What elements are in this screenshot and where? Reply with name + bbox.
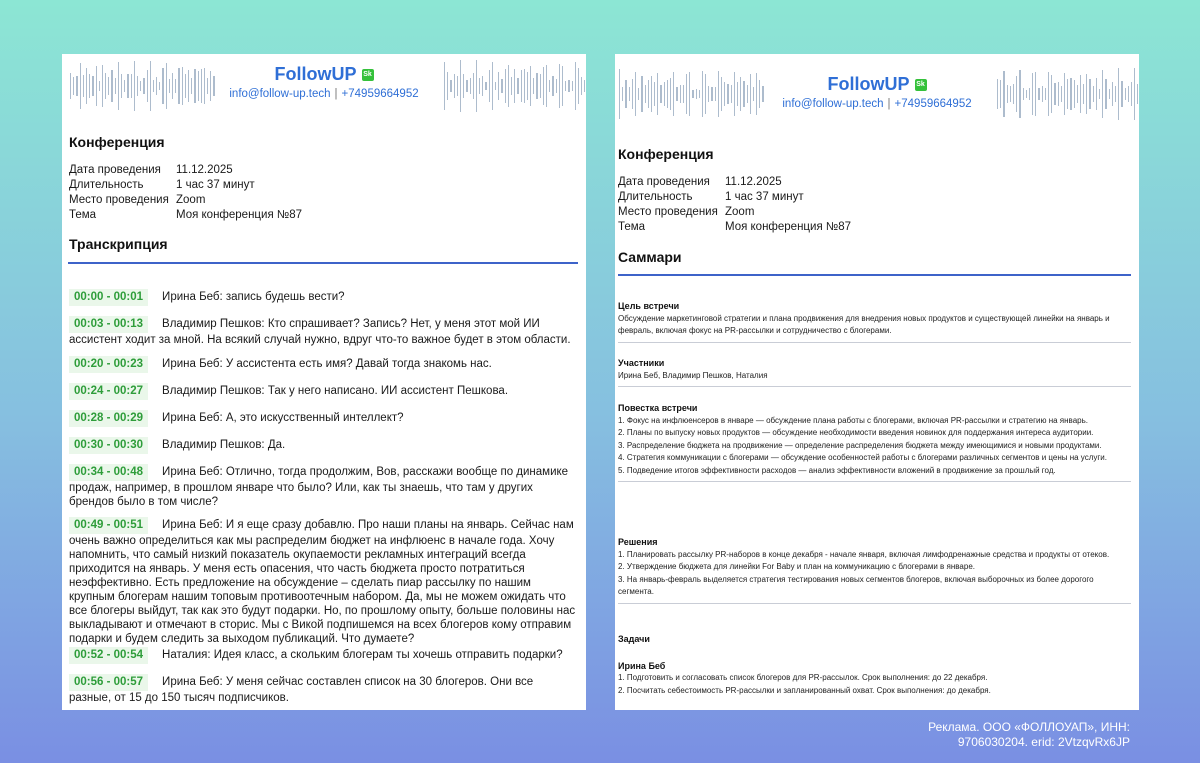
summary-title: Саммари (618, 249, 682, 265)
transcript-entry (69, 647, 578, 664)
timestamp-badge[interactable]: 00:52 - 00:54 (69, 647, 148, 664)
decisions-heading: Решения (618, 537, 658, 547)
meta-label: Длительность (618, 191, 693, 203)
contact-separator: | (887, 98, 891, 110)
utterance-text: Владимир Пешков: Так у него написано. ИИ ассистент Пешкова. (162, 385, 509, 397)
meta-value: Моя конференция №87 (725, 221, 851, 233)
transcript-entry (69, 410, 578, 427)
meta-value: Zoom (725, 206, 755, 218)
transcript-page (62, 54, 586, 710)
timestamp-badge[interactable]: 00:03 - 00:13 (69, 316, 148, 333)
transcript-entry (69, 383, 578, 400)
participants-text: Ирина Беб, Владимир Пешков, Наталия (618, 370, 768, 380)
timestamp-badge[interactable]: 00:28 - 00:29 (69, 410, 148, 427)
timestamp-badge[interactable]: 00:30 - 00:30 (69, 437, 148, 454)
skolkovo-badge-icon: Sk (362, 69, 374, 81)
utterance-text: Ирина Беб: И я еще сразу добавлю. Про наши планы на январь. Сейчас нам очень важно определиться как мы распределим бюджет на инфлюенс в начале года. Хочу напомнить, что самый низкий показатель окупаемости рекламных интеграций всегда приходится на январь. У меня есть опасения, что часть бюджета просто потратиться неэффективно. Есть предложение на обсуждение – сделать пиар рассылку по нашим крупным блогерам нашим топовым противоотечным набором. Да, мы не можем ожидать что все блогеры выйдут, так как это будут подарки. Но, по прошлому опыту, больше половины нас выкладывают и отмечают в сторис. Мы с Викой подпишемся на всех блогеров кому отправим подарки и будем следить за выходом публикаций. Что думаете? (69, 519, 576, 645)
utterance-text: Ирина Беб: У меня сейчас составлен список на 30 блогеров. Они все разные, от 15 до 150 тысяч подписчиков. (69, 676, 534, 704)
transcript-entry (69, 674, 578, 705)
tasks-section (618, 633, 1131, 697)
agenda-heading: Повестка встречи (618, 403, 698, 413)
transcript-title: Транскрипция (69, 236, 168, 252)
meta-label: Дата проведения (618, 176, 710, 188)
goal-heading: Цель встречи (618, 301, 680, 311)
ad-disclaimer (928, 720, 1130, 750)
decision-item: 3. На январь-февраль выделяется стратегия тестирования новых сегментов блогеров, включая выборочных из более дорогого сегмента. (618, 574, 1094, 596)
meta-label: Место проведения (69, 194, 169, 206)
transcript-entry (69, 289, 578, 306)
agenda-item: 2. Планы по выпуску новых продуктов — обсуждение необходимости введения новинок для поддержания интереса аудитории. (618, 428, 1094, 437)
task-item: 1. Подготовить и согласовать список блогеров для PR-рассылок. Срок выполнения: до 22 декабря. (618, 673, 988, 682)
timestamp-badge[interactable]: 00:49 - 00:51 (69, 517, 148, 534)
agenda-item: 1. Фокус на инфлюенсеров в январе — обсуждение плана работы с блогерами, включая PR-рассылки и стратегию на январь. (618, 415, 1088, 425)
utterance-text: Ирина Беб: запись будешь вести? (162, 291, 345, 303)
email-link[interactable]: info@follow-up.tech (782, 98, 884, 110)
timestamp-badge[interactable]: 00:56 - 00:57 (69, 674, 148, 691)
transcript-entry (69, 356, 578, 373)
skolkovo-badge-icon: Sk (915, 79, 927, 91)
section-divider (618, 342, 1131, 343)
meta-value: Моя конференция №87 (176, 209, 302, 221)
participants-heading: Участники (618, 358, 665, 368)
decisions-section (618, 536, 1131, 604)
utterance-text: Владимир Пешков: Да. (162, 439, 286, 451)
meta-label: Дата проведения (69, 164, 161, 176)
agenda-item: 5. Подведение итогов эффективности расходов — анализ эффективности вложений в продвижение за прошлый год. (618, 465, 1056, 475)
timestamp-badge[interactable]: 00:00 - 00:01 (69, 289, 148, 306)
transcript-entry (69, 316, 578, 347)
decision-item: 1. Планировать рассылку PR-наборов в конце декабря - начале января, включая лимфодренажные средства и продукты от отеков. (618, 549, 1110, 559)
section-title: Конференция (69, 134, 165, 150)
summary-body (618, 54, 1131, 710)
logo-text: FollowUP (827, 74, 910, 94)
utterance-text: Владимир Пешков: Кто спрашивает? Запись? Нет, у меня этот мой ИИ ассистент ходит за мной. На всякий случай нужно, вдруг что-то важное будет в этом области. (69, 318, 571, 346)
meta-value: 1 час 37 минут (176, 179, 255, 191)
ad-disclaimer-line: Реклама. ООО «ФОЛЛОУАП», ИНН: (928, 720, 1130, 734)
summary-page (615, 54, 1139, 710)
meta-value: Zoom (176, 194, 206, 206)
timestamp-badge[interactable]: 00:34 - 00:48 (69, 464, 148, 481)
phone-link[interactable]: +74959664952 (341, 88, 419, 100)
transcript-entry (69, 517, 578, 646)
section-divider (618, 386, 1131, 387)
section-title: Конференция (618, 146, 714, 162)
utterance-text: Наталия: Идея класс, а скольким блогерам ты хочешь отправить подарки? (162, 649, 563, 661)
agenda-item: 3. Распределение бюджета на продвижение — определение распределения бюджета между имеющимися и новыми продуктами. (618, 440, 1102, 450)
goal-section (618, 300, 1131, 343)
utterance-text: Ирина Беб: Отлично, тогда продолжим, Вов, расскажи вообще по динамике продаж, например, в прошлом январе что было? Или, как ты знаешь, что там у других брендов было в том числе? (69, 466, 569, 508)
transcript-entry (69, 464, 578, 509)
timestamp-badge[interactable]: 00:20 - 00:23 (69, 356, 148, 373)
logo-text: FollowUP (274, 64, 357, 84)
participants-section (618, 357, 1131, 387)
tasks-heading: Задачи (618, 634, 650, 644)
meta-value: 1 час 37 минут (725, 191, 804, 203)
ad-disclaimer-line: 9706030204. erid: 2VtzqvRx6JP (957, 735, 1130, 749)
meta-label: Длительность (69, 179, 144, 191)
meta-label: Тема (618, 221, 646, 233)
goal-text: Обсуждение маркетинговой стратегии и плана продвижения для внедрения новых продуктов и существующей линейки на январь и февраль, включая фокус на PR-рассылки и сотрудничество с блогерами. (618, 313, 1110, 335)
contact-separator: | (334, 88, 338, 100)
meta-label: Место проведения (618, 206, 718, 218)
utterance-text: Ирина Беб: А, это искусственный интеллект? (162, 412, 404, 424)
task-item: 2. Посчитать себестоимость PR-рассылки и запланированный охват. Срок выполнения: до декабря. (618, 685, 991, 695)
meta-value: 11.12.2025 (176, 164, 233, 176)
section-divider (618, 481, 1131, 482)
decision-item: 2. Утверждение бюджета для линейки For Baby и план на коммуникацию с блогерами в январе. (618, 562, 975, 571)
task-assignee: Ирина Беб (618, 660, 666, 671)
agenda-item: 4. Стратегия коммуникации с блогерами — обсуждение особенностей работы с блогерами различных сегментов и цены на услуги. (618, 453, 1107, 462)
phone-link[interactable]: +74959664952 (894, 98, 972, 110)
transcript-entry (69, 437, 578, 454)
meta-value: 11.12.2025 (725, 176, 782, 188)
agenda-section (618, 402, 1131, 482)
transcript-list (69, 54, 578, 710)
timestamp-badge[interactable]: 00:24 - 00:27 (69, 383, 148, 400)
meta-label: Тема (69, 209, 97, 221)
utterance-text: Ирина Беб: У ассистента есть имя? Давай тогда знакомь нас. (162, 358, 492, 370)
email-link[interactable]: info@follow-up.tech (229, 88, 331, 100)
section-divider (618, 603, 1131, 604)
